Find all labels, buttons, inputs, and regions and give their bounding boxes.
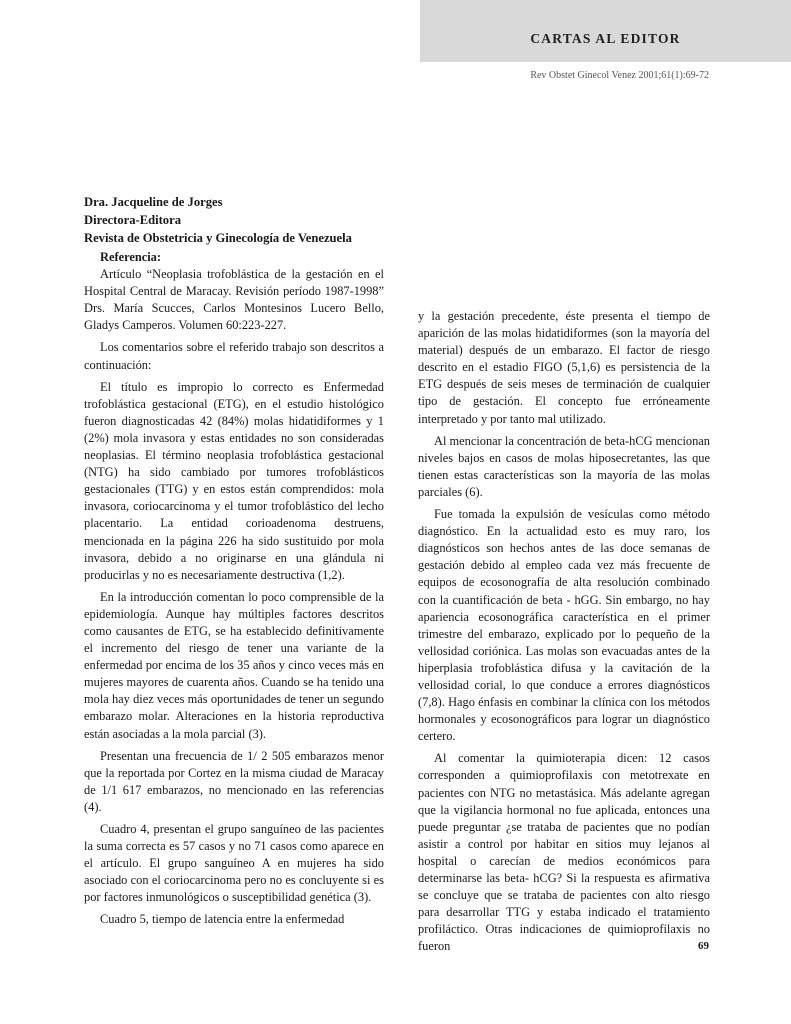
reference-label: Referencia: [100,250,162,264]
addressee-role: Directora-Editora [84,213,181,227]
reference-paragraph: Artículo “Neoplasia trofoblástica de la gestación en el Hospital Central de Maracay. Revisión período 1987-1998” Drs. María Scucces, Carlos Montesinos Lucero Bello, Gladys Camperos. Volumen 60:223-227. [84,267,384,333]
page-number: 69 [698,940,709,952]
body-paragraph: En la introducción comentan lo poco comprensible de la epidemiología. Aunque hay múltiples factores descritos como causantes de ETG, se ha establecido definitivamente el incremento del riesgo de tener una variante de la enfermedad por encima de los 35 años y cinco veces más en mujeres mayores de cuarenta años. Cuando se ha tenido una mola hay diez veces más oportunidades de tener un segundo embarazo molar. Alteraciones en la historia reproductiva están asociadas a la mola parcial (3). [84,589,384,741]
body-paragraph: Los comentarios sobre el referido trabajo son descritos a continuación: [84,340,384,372]
body-paragraph: El título es impropio lo correcto es Enfermedad trofoblástica gestacional (ETG), en el estudio histológico fueron diagnosticadas 42 (84%) molas hidatidiformes y 1 (2%) mola invasora y estas entidades no son consideradas neoplasias. El término neoplasia trofoblástica gestacional (NTG) ha sido cambiado por tumores trofoblásticos gestacionales (TTG) y en estos están comprendidos: mola invasora, coriocarcinoma y el tumor trofoblástico del lecho placentario. La entidad corioadenoma destruens, mencionada en la página 226 ha sido sustituido por mola invasora, debido a no originarse en una glándula ni producirlas y no es necesariamente destructiva (1,2). [84,379,384,582]
left-column [84,249,384,934]
body-paragraph: Presentan una frecuencia de 1/ 2 505 embarazos menor que la reportada por Cortez en la misma ciudad de Maracay de 1/1 617 embarazos, no mencionado en las referencias (4). [84,748,384,814]
body-paragraph: Fue tomada la expulsión de vesículas como método diagnóstico. En la actualidad esto es muy raro, los diagnósticos son hechos antes de las doce semanas de gestación debido al empleo cada vez más frecuente de equipos de ecosonografía de alta resolución combinado con la cuantificación de beta - hGG. Sin embargo, no hay apariencia ecosonográfica característica en el primer trimestre del embarazo, explicado por lo pequeño de la vellosidad coriónica. Las molas son evacuadas antes de la hiperplasia trofoblástica difusa y la cavitación de la vellosidad corial, lo que conduce a errores diagnósticos (7,8). Hago énfasis en combinar la clínica con los métodos hormonales y ecosonográficos para lograr un diagnóstico certero. [418,507,710,744]
right-column [418,308,710,960]
body-paragraph: Al mencionar la concentración de beta-hCG mencionan niveles bajos en casos de molas hiposecretantes, las que tienen estas características son la mayoría de las molas parciales (6). [418,433,710,499]
addressee-name: Dra. Jacqueline de Jorges [84,195,223,209]
journal-citation: Rev Obstet Ginecol Venez 2001;61(1):69-72 [530,70,709,81]
body-paragraph: y la gestación precedente, éste presenta el tiempo de aparición de las molas hidatidiformes (son la mayoría del material) después de un embarazo. El factor de riesgo descrito en el estadio FIGO (5,1,6) es persistencia de la ETG después de seis meses de terminación de cualquier tipo de gestación. El concepto fue erróneamente interpretado y por tanto mal utilizado. [418,309,710,426]
addressee-journal: Revista de Obstetricia y Ginecología de Venezuela [84,231,352,245]
body-paragraph: Cuadro 5, tiempo de latencia entre la enfermedad [100,912,345,927]
addressee-block [84,193,384,247]
body-paragraph: Cuadro 4, presentan el grupo sanguíneo de las pacientes la suma correcta es 57 casos y no 71 casos como aparece en el artículo. El grupo sanguíneo A en mujeres ha sido asociado con el coriocarcinoma pero no es concluyente si es por factores inmunológicos o susceptibilidad genética (3). [84,822,384,905]
section-title: CARTAS AL EDITOR [530,31,681,46]
body-paragraph: Al comentar la quimioterapia dicen: 12 casos corresponden a quimioprofilaxis con metotrexate en pacientes con NTG no metastásica. Más adelante agregan que la vigilancia hormonal no fue aplicada, entonces una puede preguntar ¿se trataba de pacientes que no podían asistir a control por habitar en sitios muy lejanos al hospital o carecían de medios económicos para determinarse las beta- hCG? Si la respuesta es afirmativa se concluye que se trataba de pacientes con alto riesgo para desarrollar TTG y estaba indicado el tratamiento profiláctico. Otras indicaciones de quimioprofilaxis no fueron [418,751,710,954]
